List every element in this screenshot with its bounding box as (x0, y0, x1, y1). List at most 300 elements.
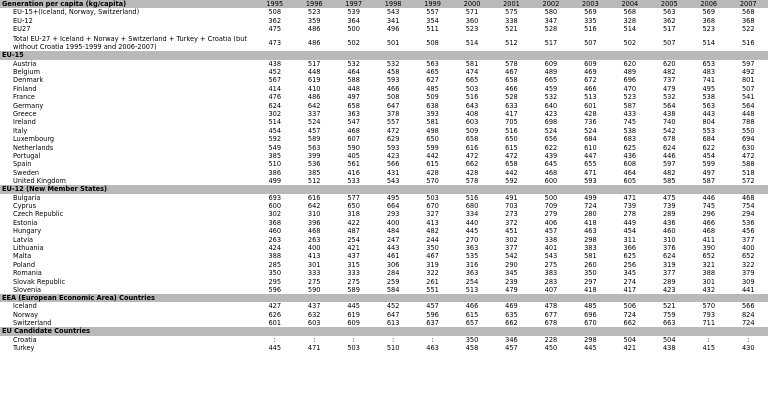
row-value: 295 (268, 277, 282, 286)
row-label: Finland (13, 84, 37, 93)
section-header (0, 51, 768, 59)
table-row (0, 344, 768, 352)
row-value: 388 (702, 269, 716, 278)
row-value: 468 (347, 126, 360, 135)
row-value: 466 (465, 302, 479, 311)
row-label: Romania (13, 269, 42, 278)
row-value: 393 (426, 110, 439, 119)
row-value: 696 (584, 310, 597, 319)
row-value: 563 (426, 59, 439, 68)
row-value: 302 (505, 235, 518, 244)
row-value: 432 (702, 285, 716, 294)
row-value: 656 (544, 135, 558, 144)
row-value: 538 (623, 126, 637, 135)
row-value: 485 (426, 84, 439, 93)
row-value: 521 (662, 302, 676, 311)
row-value: 422 (347, 218, 360, 227)
row-value: 563 (307, 143, 321, 152)
row-value: 368 (741, 16, 755, 25)
row-value: 441 (741, 285, 755, 294)
row-value: 467 (505, 68, 518, 77)
row-value: 377 (662, 269, 676, 278)
row-value: 658 (347, 101, 360, 110)
row-value: 417 (505, 110, 518, 119)
row-value: 479 (662, 84, 676, 93)
row-value: 437 (307, 302, 321, 311)
row-value: 254 (347, 235, 360, 244)
row-value: 416 (347, 168, 360, 177)
row-value: 486 (307, 25, 321, 34)
section-title: EU-15 (0, 51, 768, 59)
row-value: 547 (347, 118, 360, 127)
row-value: 436 (623, 151, 637, 160)
row-value: 275 (544, 260, 558, 269)
row-value: 670 (584, 319, 597, 328)
row-value: 640 (544, 101, 558, 110)
row-value: 423 (662, 285, 676, 294)
row-value: 658 (465, 135, 479, 144)
row-value: 479 (505, 285, 518, 294)
row-value: 754 (741, 202, 755, 211)
row-value: 543 (544, 252, 558, 261)
section-header (0, 185, 768, 193)
row-value: 408 (465, 110, 479, 119)
row-value: 625 (623, 143, 637, 152)
row-value: 589 (307, 135, 321, 144)
row-label: Malta (13, 252, 32, 261)
row-value: 616 (465, 143, 479, 152)
row-value: 587 (623, 101, 637, 110)
row-value: 345 (623, 269, 637, 278)
row-label: Latvia (13, 235, 34, 244)
table-row (0, 319, 768, 327)
row-value: 273 (505, 210, 518, 219)
row-value: : (313, 335, 316, 344)
row-label: Czech Republic (13, 210, 64, 219)
row-value: 581 (426, 118, 439, 127)
row-value: 478 (544, 302, 558, 311)
row-value: 590 (307, 285, 321, 294)
row-value: 824 (741, 310, 755, 319)
row-value: 514 (623, 25, 637, 34)
row-value: 664 (386, 202, 400, 211)
row-value: 363 (465, 269, 479, 278)
row-value: 541 (741, 93, 755, 102)
row-label: Estonia (13, 218, 38, 227)
row-value: 575 (505, 8, 518, 17)
row-value: 698 (544, 118, 558, 127)
year-header: 1996 (294, 0, 333, 8)
row-value: 460 (268, 227, 282, 236)
row-value: 379 (741, 269, 755, 278)
row-value: 737 (662, 76, 676, 85)
row-value: 423 (386, 151, 400, 160)
row-value: 318 (347, 210, 360, 219)
row-value: 593 (386, 143, 400, 152)
row-value: 417 (623, 285, 637, 294)
row-value: 421 (347, 243, 360, 252)
table-row (0, 169, 768, 177)
row-value: 504 (623, 335, 637, 344)
row-value: 337 (307, 110, 321, 119)
row-value: 502 (347, 39, 360, 48)
row-value: 564 (662, 101, 676, 110)
table-row (0, 244, 768, 252)
row-value: 347 (544, 16, 558, 25)
row-value: 645 (544, 160, 558, 169)
row-value: 588 (741, 160, 755, 169)
row-value: 228 (544, 335, 558, 344)
row-value: 259 (386, 277, 400, 286)
row-value: 448 (741, 110, 755, 119)
row-value: 334 (465, 210, 479, 219)
row-value: 459 (544, 84, 558, 93)
table-row (0, 110, 768, 118)
row-value: 684 (702, 135, 716, 144)
row-label: Turkey (13, 344, 35, 353)
row-value: 538 (702, 93, 716, 102)
row-value: 542 (505, 252, 518, 261)
row-value: 532 (347, 59, 360, 68)
row-value: 446 (662, 151, 676, 160)
year-header: 1997 (334, 0, 373, 8)
row-value: 568 (623, 8, 637, 17)
row-value: 421 (623, 344, 637, 353)
row-value: 345 (505, 269, 518, 278)
row-value: 788 (741, 118, 755, 127)
row-value: 653 (702, 59, 716, 68)
row-value: 499 (268, 177, 282, 186)
row-value: 456 (741, 227, 755, 236)
row-value: 254 (465, 277, 479, 286)
row-value: 514 (268, 118, 282, 127)
row-value: 516 (465, 193, 479, 202)
row-value: 390 (702, 243, 716, 252)
row-value: 319 (662, 260, 676, 269)
table-row (0, 118, 768, 126)
row-value: 627 (426, 76, 439, 85)
row-value: 630 (741, 143, 755, 152)
row-value: 638 (426, 101, 439, 110)
row-value: 599 (702, 160, 716, 169)
row-value: 475 (268, 25, 282, 34)
row-value: 482 (426, 227, 439, 236)
row-value: 585 (662, 177, 676, 186)
row-value: 587 (702, 177, 716, 186)
row-value: 350 (268, 269, 282, 278)
row-value: 487 (347, 227, 360, 236)
row-value: 378 (386, 110, 400, 119)
row-value: 496 (386, 25, 400, 34)
row-value: 385 (307, 168, 321, 177)
row-value: 452 (268, 68, 282, 77)
row-value: 528 (505, 93, 518, 102)
row-value: 427 (268, 302, 282, 311)
row-value: 376 (662, 243, 676, 252)
table-row (0, 135, 768, 143)
row-label: EU27 (13, 25, 31, 34)
table-row (0, 160, 768, 168)
row-value: : (707, 335, 710, 344)
row-value: 677 (544, 310, 558, 319)
row-value: 516 (584, 25, 597, 34)
row-value: 275 (347, 277, 360, 286)
row-value: 418 (584, 218, 597, 227)
row-value: 413 (307, 252, 321, 261)
table-row (0, 194, 768, 202)
table-row (0, 93, 768, 101)
row-value: 440 (465, 218, 479, 227)
row-value: 615 (505, 143, 518, 152)
row-value: 609 (544, 59, 558, 68)
row-value: 801 (741, 76, 755, 85)
row-value: 568 (741, 8, 755, 17)
row-value: 601 (584, 101, 597, 110)
table-row (0, 219, 768, 227)
row-value: 597 (741, 59, 755, 68)
row-value: 507 (662, 39, 676, 48)
row-value: 620 (662, 59, 676, 68)
section-title: EEA (European Economic Area) Countries (0, 294, 768, 302)
row-value: 572 (741, 177, 755, 186)
row-value: 566 (386, 160, 400, 169)
row-value: 650 (347, 202, 360, 211)
row-value: 535 (465, 252, 479, 261)
row-label: Germany (13, 101, 44, 110)
row-value: 497 (347, 93, 360, 102)
row-value: 428 (426, 168, 439, 177)
row-value: 672 (584, 76, 597, 85)
section-header (0, 327, 768, 335)
row-value: 400 (741, 243, 755, 252)
row-value: 486 (307, 39, 321, 48)
row-value: 449 (623, 218, 637, 227)
row-value: 506 (623, 302, 637, 311)
table-title: Generation per capita (kg/capita) (0, 0, 255, 8)
row-label: Norway (13, 310, 39, 319)
row-value: 311 (623, 235, 637, 244)
row-value: 445 (584, 344, 597, 353)
row-value: 683 (623, 135, 637, 144)
row-value: 410 (307, 84, 321, 93)
row-value: 483 (702, 68, 716, 77)
row-value: 521 (505, 25, 518, 34)
row-value: 516 (505, 126, 518, 135)
row-value: 533 (347, 177, 360, 186)
row-value: 563 (662, 8, 676, 17)
row-value: 593 (584, 177, 597, 186)
row-value: 468 (307, 227, 321, 236)
row-value: 563 (702, 101, 716, 110)
row-value: 511 (426, 25, 439, 34)
row-label: Hungary (13, 227, 42, 236)
row-value: 472 (741, 151, 755, 160)
table-row (0, 202, 768, 210)
row-value: 491 (505, 193, 518, 202)
row-value: 804 (702, 118, 716, 127)
row-value: 543 (386, 177, 400, 186)
row-value: 466 (584, 84, 597, 93)
row-value: 509 (426, 93, 439, 102)
row-value: 566 (741, 302, 755, 311)
row-value: 363 (347, 110, 360, 119)
year-header: 2006 (689, 0, 728, 8)
row-value: 431 (386, 168, 400, 177)
row-value: 652 (741, 252, 755, 261)
row-value: 471 (307, 344, 321, 353)
row-label: Greece (13, 110, 37, 119)
row-value: 610 (584, 143, 597, 152)
row-value: 759 (662, 310, 676, 319)
row-value: 443 (386, 243, 400, 252)
year-header: 2007 (728, 0, 768, 8)
row-value: 485 (584, 302, 597, 311)
row-value: 322 (741, 260, 755, 269)
row-value: 486 (307, 93, 321, 102)
row-value: 665 (465, 76, 479, 85)
row-label: EU-15+(Iceland, Norway, Switzerland) (13, 8, 140, 17)
row-label: Italy (13, 126, 28, 135)
row-label: Cyprus (13, 202, 37, 211)
row-value: 696 (623, 76, 637, 85)
year-header: 1998 (373, 0, 412, 8)
row-value: 475 (662, 193, 676, 202)
row-value: 293 (386, 210, 400, 219)
row-value: 400 (386, 218, 400, 227)
row-value: 592 (505, 177, 518, 186)
row-value: 500 (347, 25, 360, 34)
row-value: 536 (741, 218, 755, 227)
row-value: : (273, 335, 276, 344)
row-value: 366 (623, 243, 637, 252)
row-value: 567 (268, 76, 282, 85)
row-value: 512 (307, 177, 321, 186)
row-value: 482 (662, 68, 676, 77)
row-value: 745 (623, 118, 637, 127)
row-value: 517 (307, 59, 321, 68)
table-row (0, 269, 768, 277)
row-value: 442 (505, 168, 518, 177)
row-value: 745 (702, 202, 716, 211)
row-value: 350 (584, 269, 597, 278)
row-value: 386 (268, 168, 282, 177)
row-value: 503 (347, 344, 360, 353)
row-value: 509 (465, 126, 479, 135)
row-value: 793 (702, 310, 716, 319)
row-value: 289 (662, 210, 676, 219)
row-value: 523 (623, 93, 637, 102)
row-value: 363 (465, 243, 479, 252)
row-value: 523 (465, 25, 479, 34)
row-label: Switzerland (13, 319, 52, 328)
row-value: 693 (268, 193, 282, 202)
row-value: 578 (465, 177, 479, 186)
row-value: 464 (623, 168, 637, 177)
table-row (0, 210, 768, 218)
row-value: 407 (544, 285, 558, 294)
row-value: 451 (505, 227, 518, 236)
row-value: 383 (584, 243, 597, 252)
table-row (0, 252, 768, 260)
row-value: 458 (465, 344, 479, 353)
row-value: 360 (465, 16, 479, 25)
row-value: 350 (465, 335, 479, 344)
row-value: 507 (584, 39, 597, 48)
row-value: 517 (662, 25, 676, 34)
table-row (0, 177, 768, 185)
row-value: 642 (307, 101, 321, 110)
row-value: 513 (465, 285, 479, 294)
row-value: 383 (544, 269, 558, 278)
row-value: 549 (268, 143, 282, 152)
row-value: 294 (741, 210, 755, 219)
row-value: 601 (268, 319, 282, 328)
row-value: 684 (584, 135, 597, 144)
table-row (0, 302, 768, 310)
row-value: 624 (662, 252, 676, 261)
row-label: Austria (13, 59, 37, 68)
row-value: 619 (347, 310, 360, 319)
row-value: 457 (505, 344, 518, 353)
row-value: 433 (623, 110, 637, 119)
row-value: 658 (505, 76, 518, 85)
header-row (0, 0, 768, 8)
row-value: 306 (386, 260, 400, 269)
row-value: 284 (386, 269, 400, 278)
row-value: 346 (505, 335, 518, 344)
row-value: 502 (623, 39, 637, 48)
row-value: 622 (544, 143, 558, 152)
row-value: 445 (268, 344, 282, 353)
row-value: 503 (426, 193, 439, 202)
row-value: 543 (386, 8, 400, 17)
year-header: 2000 (452, 0, 491, 8)
row-value: 285 (268, 260, 282, 269)
row-value: 650 (505, 135, 518, 144)
row-value: 438 (662, 344, 676, 353)
row-value: 578 (505, 59, 518, 68)
row-label: Slovak Republic (13, 277, 66, 286)
row-label: Spain (13, 160, 32, 169)
year-header: 2005 (650, 0, 689, 8)
row-value: 283 (544, 277, 558, 286)
row-value: 596 (426, 310, 439, 319)
row-label: Netherlands (13, 143, 54, 152)
row-value: 510 (386, 344, 400, 353)
row-value: 448 (307, 68, 321, 77)
row-value: 470 (623, 84, 637, 93)
row-value: 600 (544, 177, 558, 186)
row-value: 500 (544, 193, 558, 202)
row-value: 415 (702, 344, 716, 353)
row-value: 385 (268, 151, 282, 160)
row-value: 460 (662, 227, 676, 236)
row-value: 239 (505, 277, 518, 286)
row-value: 615 (465, 310, 479, 319)
row-value: 740 (662, 118, 676, 127)
row-value: 290 (505, 260, 518, 269)
row-value: 458 (386, 68, 400, 77)
row-value: 517 (544, 39, 558, 48)
row-value: 468 (702, 227, 716, 236)
row-value: 564 (741, 101, 755, 110)
row-value: 553 (702, 126, 716, 135)
row-value: 256 (623, 260, 637, 269)
table-row (0, 152, 768, 160)
row-value: 518 (741, 168, 755, 177)
row-label: Belgium (13, 68, 41, 77)
row-value: 499 (584, 193, 597, 202)
